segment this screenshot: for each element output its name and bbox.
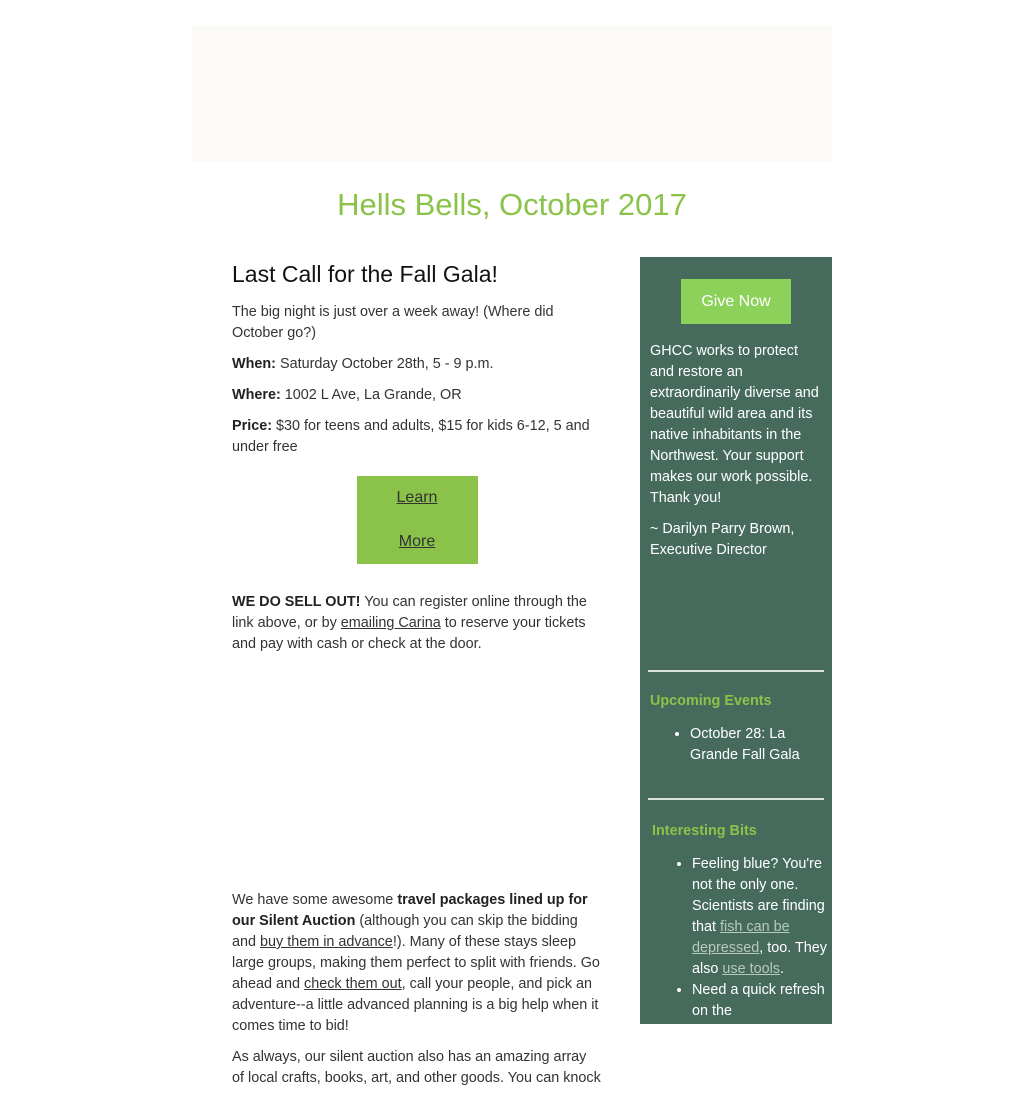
main-column — [232, 258, 602, 1099]
intro-paragraph: The big night is just over a week away! (Where did October go?) — [232, 304, 554, 341]
sellout-paragraph — [232, 592, 602, 655]
bit-text-2: , too. They also — [692, 940, 827, 977]
bit-text: Feeling blue? You're not the only one. Scientists are finding that — [692, 856, 825, 935]
list-item — [692, 854, 834, 980]
bits-list — [674, 854, 834, 1022]
bit-text-3: . — [780, 961, 785, 977]
newsletter-title: Hells Bells, October 2017 — [337, 187, 687, 222]
event-when — [232, 354, 602, 375]
auction-text: We have some awesome — [232, 892, 398, 908]
when-label: When: — [232, 356, 276, 372]
mission-text: GHCC works to protect and restore an extraordinarily diverse and beautiful wild area and its native inhabitants in the Northwest. Your support makes our work possible. Thank you! — [650, 343, 819, 506]
price-value: $30 for teens and adults, $15 for kids 6-12, 5 and under free — [232, 418, 590, 455]
event-where — [232, 385, 602, 406]
fish-depressed-link[interactable]: fish can be depressed — [692, 919, 790, 956]
learn-more-button[interactable]: Learn More — [357, 476, 478, 564]
sidebar-divider — [648, 670, 824, 672]
auction-paragraph — [232, 890, 602, 1037]
sellout-text: You can register online through the link above, or by — [232, 594, 587, 631]
upcoming-events-heading: Upcoming Events — [650, 693, 772, 709]
price-label: Price: — [232, 418, 272, 434]
list-item: • October 28: La Grande Fall Gala — [690, 724, 832, 766]
event-price — [232, 416, 602, 458]
when-value: Saturday October 28th, 5 - 9 p.m. — [275, 356, 494, 372]
signature: ~ Darilyn Parry Brown, Executive Director — [650, 521, 795, 558]
auction-text-3: !). Many of these stays sleep large groups, making them perfect to split with friends. Go ahead and — [232, 934, 600, 992]
closing-paragraph: As always, our silent auction also has an amazing array of local crafts, books, art, and other goods. You can knock — [232, 1049, 601, 1086]
where-label: Where: — [232, 387, 281, 403]
emailing-carina-link[interactable]: emailing Carina — [340, 615, 441, 631]
use-tools-link[interactable]: use tools — [722, 961, 781, 977]
list-item: • Need a quick refresh on the — [692, 980, 834, 1022]
events-list — [672, 724, 832, 766]
article-heading: Last Call for the Fall Gala! — [232, 261, 498, 287]
sellout-bold: WE DO SELL OUT! — [232, 594, 361, 610]
auction-text-2: (although you can skip the bidding and — [232, 913, 578, 950]
sidebar-divider — [648, 798, 824, 800]
check-them-out-link[interactable]: check them out — [304, 976, 402, 992]
image-placeholder — [232, 665, 602, 890]
header-banner — [192, 25, 832, 161]
mission-statement — [650, 341, 822, 571]
interesting-bits-heading: Interesting Bits — [652, 823, 757, 839]
auction-text-4: , call your people, and pick an adventure--a little advanced planning is a big help when it comes time to bid! — [232, 976, 599, 1034]
give-now-button[interactable]: Give Now — [681, 279, 791, 324]
auction-bold: travel packages lined up for our Silent Auction — [232, 892, 588, 929]
sellout-text-end: to reserve your tickets and pay with cash or check at the door. — [232, 615, 586, 652]
where-value: 1002 L Ave, La Grande, OR — [280, 387, 462, 403]
learn-more-wrap — [232, 476, 602, 564]
sidebar — [640, 257, 832, 1024]
buy-in-advance-link[interactable]: buy them in advance — [260, 934, 393, 950]
